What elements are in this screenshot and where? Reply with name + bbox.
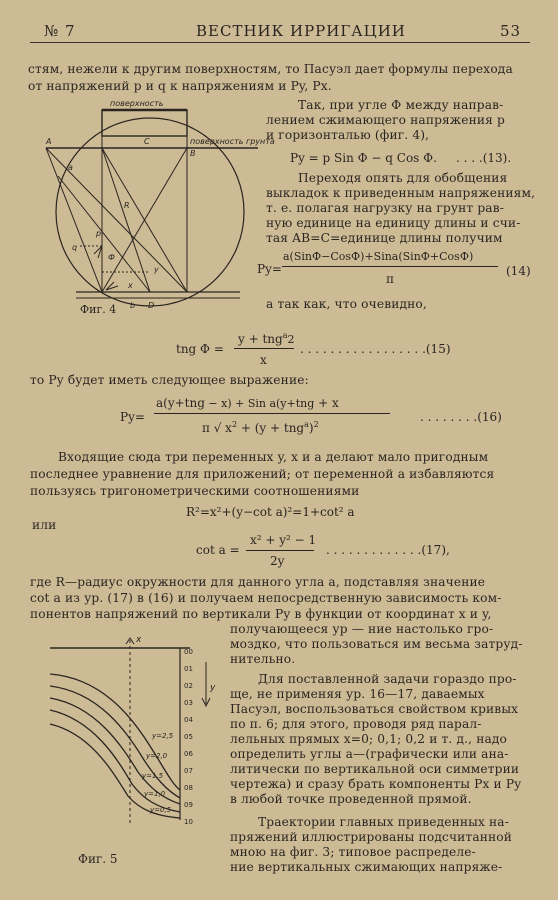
fig4-caption: Фиг. 4 [80, 303, 117, 316]
fig5-tick: 02 [184, 682, 193, 690]
fig5-tick: 10 [184, 818, 193, 826]
text-line: стям, нежели к другим поверхностям, то Пасуэл дает формулы перехода [28, 62, 513, 76]
equation-15-sup: a [282, 331, 288, 340]
fig4-point: a [68, 163, 73, 172]
page-number: 53 [500, 22, 522, 40]
equation-16-numerator-c: + x [314, 396, 339, 410]
fraction-bar [246, 550, 314, 551]
fraction-bar [282, 266, 498, 267]
fig5-tick: 03 [184, 699, 193, 707]
fig5-curve-label: y=2,5 [152, 732, 174, 740]
header-rule [30, 42, 530, 43]
text-line: cot a из ур. (17) в (16) и получаем непосредственную зависимость ком- [30, 591, 502, 605]
fig5-curve-label: y=0,5 [150, 806, 172, 814]
text-line: а так как, что очевидно, [266, 297, 427, 311]
text-line: Для поставленной задачи гораздо про- [258, 672, 517, 686]
fig4-label-top: поверхность [110, 99, 164, 108]
fig4-point: R [124, 201, 130, 210]
text-line: пряжений иллюстрированы подсчитанной [230, 830, 513, 844]
fig4-point: y [154, 265, 159, 274]
figure-4 [40, 96, 275, 316]
equation-15-numerator [238, 331, 294, 346]
equation-17-denominator: 2y [270, 554, 285, 568]
fraction-bar [234, 348, 294, 349]
equation-17-number: . . . . . . . . . . . . .(17), [326, 543, 450, 557]
text-line: пользуясь тригонометрическими соотношениями [30, 484, 360, 498]
equation-16-denominator: π √ $x^2 + (y + tng^a)^2$ [202, 420, 319, 435]
text-line: понентов напряжений по вертикали Py в функции от координат x и y, [30, 607, 492, 621]
equation-15-denominator: x [260, 353, 267, 367]
fig5-tick: 00 [184, 648, 193, 656]
fig4-point: q [72, 243, 78, 252]
fig4-point: D [148, 301, 155, 310]
text-line: то Py будет иметь следующее выражение: [30, 373, 309, 387]
equation-14-denominator: π [386, 272, 394, 286]
equation-17-lhs: cot a = [196, 543, 240, 557]
equation-13-number: . . . .(13). [456, 151, 512, 165]
equation-16-numerator-a: a(y+tng [156, 396, 205, 410]
equation-16-number: . . . . . . . .(16) [420, 410, 502, 424]
text-line: Траектории главных приведенных на- [258, 815, 509, 829]
text-line: в любой точке проведенной прямой. [230, 792, 472, 806]
text-line: ную единице на единицу длины и счи- [266, 216, 521, 230]
fig5-caption: Фиг. 5 [78, 852, 118, 866]
equation-14-number: (14) [506, 264, 531, 278]
fig5-tick: 08 [184, 784, 193, 792]
equation-15-lhs: tng Ф = [176, 342, 224, 356]
equation-17-numerator: x² + y² − 1 [250, 533, 317, 547]
journal-title: ВЕСТНИК ИРРИГАЦИИ [196, 22, 406, 40]
equation-R: R²=x²+(y−cot a)²=1+cot² a [186, 505, 355, 519]
fig4-point: p [96, 229, 102, 238]
fig4-point: Ф [108, 253, 115, 262]
equation-16-lhs: Py= [120, 410, 145, 424]
fig5-curve-label: y=1,5 [142, 772, 164, 780]
issue-number: № 7 [44, 22, 76, 40]
equation-16-numerator-b: − x) + Sin a(y+tng [204, 397, 315, 410]
text-line: ще, не применяя ур. 16—17, даваемых [230, 687, 485, 701]
text-line: лельных прямых x=0; 0,1; 0,2 и т. д., надо [230, 732, 508, 746]
text-line: выкладок к приведенным напряжениям, [266, 186, 536, 200]
fig4-point: C [144, 137, 150, 146]
equation-14-lhs: Py= [257, 262, 282, 276]
equation-13: Py = p Sin Ф − q Cos Ф. [290, 151, 437, 165]
fig4-label-right: поверхность грунта [190, 137, 275, 146]
text-line: определить углы a—(графически или ана- [230, 747, 509, 761]
equation-16-numerator [156, 396, 339, 410]
fig5-tick: 04 [184, 716, 193, 724]
fig5-tick: 01 [184, 665, 193, 673]
fig5-tick: 09 [184, 801, 193, 809]
text-line: ние вертикальных сжимающих напряже- [230, 860, 503, 874]
equation-15-numerator-text: y + tng [238, 332, 283, 346]
fig4-point: B [190, 149, 196, 158]
equation-15-sub: 2 [287, 333, 295, 346]
text-line: Так, при угле Ф между направ- [298, 98, 504, 112]
text-line: тая AB=C=единице длины получим [266, 231, 503, 245]
text-line: литически по вертикальной оси симметрии [230, 762, 520, 776]
text-line: мною на фиг. 3; типовое распределе- [230, 845, 476, 859]
text-line: чертежа) и сразу брать компоненты Px и Py [230, 777, 522, 791]
equation-15-number: . . . . . . . . . . . . . . . . .(15) [300, 342, 451, 356]
fig5-axis-y: y [210, 683, 216, 693]
text-line: лением сжимающего напряжения p [266, 113, 505, 127]
text-line: Пасуэл, воспользоваться свойством кривых [230, 702, 519, 716]
fig5-tick: 05 [184, 733, 193, 741]
text-line: последнее уравнение для приложений; от переменной a избавляются [30, 467, 495, 481]
fig5-axis-x: x [136, 635, 142, 645]
fig5-curve-label: y=2,0 [146, 752, 168, 760]
text-line: получающееся ур — ние настолько гро- [230, 622, 494, 636]
text-line: от напряжений p и q к напряжениям и Py, Px. [28, 79, 332, 93]
text-line: где R—радиус окружности для данного угла a, подставляя значение [30, 575, 486, 589]
equation-16-den-x: x [225, 421, 232, 435]
text-line: по п. 6; для этого, проводя ряд парал- [230, 717, 482, 731]
text-line: нительно. [230, 652, 296, 666]
equation-14-numerator: a(SinФ−CosФ)+Sina(SinФ+CosФ) [283, 250, 474, 263]
text-line: Входящие сюда три переменных y, x и a делают мало пригодным [58, 450, 489, 464]
figure-5 [40, 634, 220, 834]
equation-16-den-c: + (y + tng [237, 421, 305, 435]
text-line: или [32, 518, 57, 532]
fig5-curve-label: y=1,0 [144, 790, 166, 798]
fig5-tick: 07 [184, 767, 193, 775]
text-line: Переходя опять для обобщения [298, 171, 508, 185]
equation-16-den-d: ) [308, 421, 314, 435]
fraction-bar [154, 413, 390, 414]
fig4-point: b [130, 301, 136, 310]
fig5-tick: 06 [184, 750, 193, 758]
fig4-point: A [46, 137, 52, 146]
text-line: т. е. полагая нагрузку на грунт рав- [266, 201, 504, 215]
fig4-point: x [128, 281, 133, 290]
text-line: моздко, что пользоваться им весьма затруд- [230, 637, 523, 651]
text-line: и горизонталью (фиг. 4), [266, 128, 430, 142]
equation-16-den-pi: π [202, 421, 210, 435]
